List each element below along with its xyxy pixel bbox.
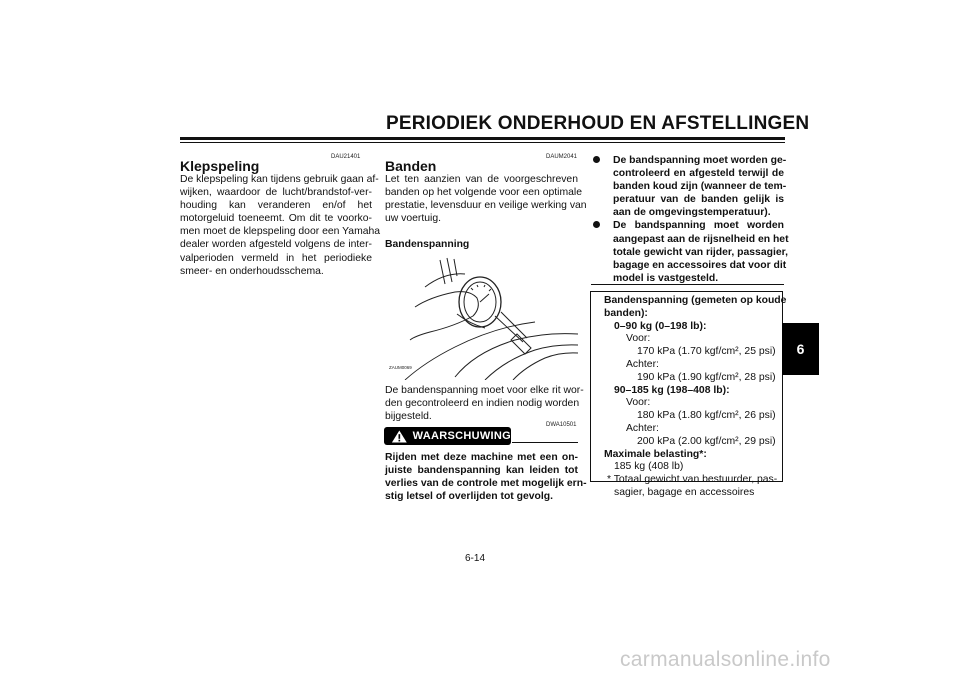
text-line: De klepspeling kan tijdens gebruik gaan af-	[180, 174, 379, 185]
klepspeling-paragraph	[180, 173, 381, 278]
text-line: aan de omgevingstemperatuur).	[613, 207, 771, 219]
spec-load-range: 90–185 kg (198–408 lb):	[614, 384, 730, 396]
text-line: smeer- en onderhoudsschema.	[180, 265, 324, 277]
header-rule	[180, 137, 785, 140]
section-title-banden: Banden	[385, 158, 437, 174]
text-line: verlies van de controle met mogelijk ern-	[385, 478, 587, 490]
text-line: juiste bandenspanning kan leiden tot	[385, 465, 578, 477]
text-line: wijken, waardoor de lucht/brandstof-ver-	[180, 187, 372, 199]
spec-label: Achter:	[626, 422, 659, 434]
spec-label: Voor:	[626, 397, 651, 409]
text-line: banden koud zijn (wanneer de tem-	[613, 181, 787, 193]
text-line: totale gewicht van rijder, passagier,	[613, 246, 788, 258]
subheading-bandenspanning: Bandenspanning	[385, 239, 470, 250]
spec-max-load-value: 185 kg (408 lb)	[614, 461, 684, 473]
text-line: uw voertuig.	[385, 213, 442, 225]
text-line: De bandenspanning moet voor elke rit wor-	[385, 385, 584, 396]
list-item	[591, 219, 789, 284]
spec-max-load-label: Maximale belasting*:	[604, 448, 707, 460]
text-line: motorgeluid toeneemt. Om dit te voorko-	[180, 213, 372, 225]
text-line: controleerd en afgesteld terwijl de	[613, 168, 784, 180]
text-line: model is vastgesteld.	[613, 272, 719, 284]
list-item	[591, 154, 787, 219]
bandenspanning-check	[385, 384, 584, 423]
header-rule-thin	[180, 142, 785, 143]
spec-label: Voor:	[626, 333, 651, 345]
bullet-icon	[593, 221, 600, 228]
text-line: Let ten aanzien van de voorgeschreven	[385, 174, 578, 185]
text-line: De bandspanning moet worden	[613, 220, 784, 232]
bullets-rule	[591, 284, 784, 285]
warning-rule	[512, 442, 578, 443]
spec-value: 170 kPa (1.70 kgf/cm², 25 psi)	[637, 346, 776, 358]
spec-value: 180 kPa (1.80 kgf/cm², 26 psi)	[637, 410, 776, 422]
text-line: peratuur van de banden gelijk is	[613, 194, 784, 206]
text-line: bijgesteld.	[385, 411, 432, 423]
text-line: stig letsel of overlijden tot gevolg.	[385, 491, 554, 503]
warning-code: DWA10501	[546, 422, 577, 428]
text-line: De bandspanning moet worden ge-	[613, 155, 787, 166]
text-line: valperioden vermeld in het periodieke	[180, 252, 372, 264]
spec-footnote: * Totaal gewicht van bestuurder, pas-	[607, 474, 778, 486]
bullet-icon	[593, 156, 600, 163]
section-code: DAUM2041	[546, 154, 578, 160]
text-line: men moet de klepspeling door een Yamaha	[180, 226, 381, 238]
text-line: houding kan veranderen en/of het	[180, 200, 372, 212]
warning-text	[385, 451, 587, 503]
spec-title: banden):	[604, 307, 648, 319]
banden-intro	[385, 173, 587, 225]
watermark: carmanualsonline.info	[620, 648, 831, 671]
tire-notes-list	[591, 154, 789, 285]
tire-pressure-gauge-illustration	[385, 252, 578, 380]
tire-pressure-spec-box	[590, 291, 787, 498]
spec-value: 190 kPa (1.90 kgf/cm², 28 psi)	[637, 371, 776, 383]
figure-code: ZAUM0069	[389, 365, 412, 370]
section-code: DAU21401	[331, 154, 361, 160]
chapter-tab: 6	[782, 323, 819, 375]
spec-footnote: sagier, bagage en accessoires	[614, 486, 755, 498]
text-line: prestatie, levensduur en veilige werking van	[385, 200, 587, 212]
spec-label: Achter:	[626, 358, 659, 370]
warning-triangle-icon	[391, 429, 408, 444]
text-line: banden op het volgende voor een optimale	[385, 187, 582, 199]
text-line: bagage en accessoires dat voor dit	[613, 259, 787, 271]
warning-label: WAARSCHUWING	[412, 430, 511, 442]
spec-value: 200 kPa (2.00 kgf/cm², 29 psi)	[637, 435, 776, 447]
warning-badge	[384, 427, 511, 445]
page-number: 6-14	[465, 553, 486, 564]
page-title: PERIODIEK ONDERHOUD EN AFSTELLINGEN	[386, 113, 810, 134]
text-line: den gecontroleerd en indien nodig worden	[385, 398, 580, 410]
text-line: aangepast aan de rijsnelheid en het	[613, 233, 789, 245]
text-line: Rijden met deze machine met een on-	[385, 452, 578, 463]
spec-load-range: 0–90 kg (0–198 lb):	[614, 320, 707, 332]
spec-title: Bandenspanning (gemeten op koude	[604, 295, 787, 306]
text-line: dealer worden afgesteld volgens de inter-	[180, 239, 372, 251]
section-title-klepspeling: Klepspeling	[180, 158, 260, 174]
